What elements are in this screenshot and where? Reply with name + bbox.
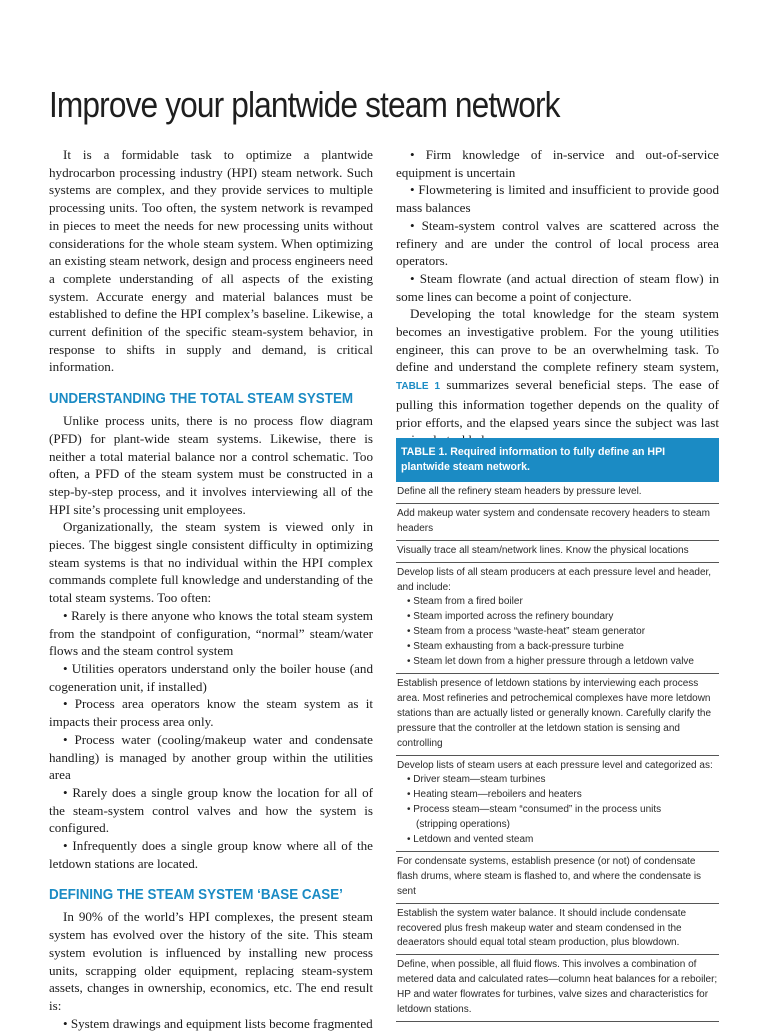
- paragraph: It is a formidable task to optimize a plantwide hydrocarbon processing industry (HPI) steam network. Such systems are complex, and they provide services to multiple processing units. Too often, the system network is revamped in pieces to meet the needs for new processing units without considerations for the whole steam system. When optimizing an existing steam network, design and process engineers need a complete understanding of all aspects of the existing system. Accurate energy and material balances must be established to define the HPI complex’s baseline. Likewise, a current definition of the specific steam-system behavior, in response to shifts in supply and demand, is critical information.: [49, 147, 373, 375]
- list-item: • Process steam—steam “consumed” in the process units: [407, 803, 718, 818]
- paragraph: Unlike process units, there is no process flow diagram (PFD) for plant-wide steam systems. Likewise, there is neither a total material balance nor a control schematic. Too often, a PFD of the steam system must be constructed in a step-by-step process, and it involves interviewing all of the HPI site’s processing unit employees.: [49, 413, 373, 517]
- page-title: Improve your plantwide steam network: [49, 84, 560, 125]
- table-row-list: [397, 595, 718, 670]
- table-row-text: Develop lists of all steam producers at each pressure level and header, and include:: [397, 566, 712, 593]
- table-row: Add makeup water system and condensate recovery headers to steam headers: [396, 504, 719, 541]
- table-row: Establish the system water balance. It should include condensate recovered plus fresh makeup water and steam condensed in the deaerators should equal total steam production, plus blowdown.: [396, 904, 719, 956]
- bullet-item: • Process area operators know the steam system as it impacts their process area only.: [49, 696, 373, 730]
- table-row: [396, 756, 719, 852]
- bullet-item: • Steam-system control valves are scattered across the refinery and are under the control of local process area operators.: [396, 217, 719, 269]
- left-column: [49, 146, 373, 1032]
- bullet-item: • Firm knowledge of in-service and out-of-service equipment is uncertain: [396, 147, 719, 180]
- table-row-list: [397, 773, 718, 848]
- list-item: • Steam from a process “waste-heat” steam generator: [407, 625, 718, 640]
- bullet-item: • Process water (cooling/makeup water and condensate handling) is managed by another group within the utilities area: [49, 731, 373, 783]
- list-item: • Steam imported across the refinery boundary: [407, 610, 718, 625]
- table-row: Define all the refinery steam headers by pressure level.: [396, 482, 719, 504]
- list-item: • Steam let down from a higher pressure through a letdown valve: [407, 655, 718, 670]
- list-item: • Steam exhausting from a back-pressure turbine: [407, 640, 718, 655]
- table-row-text: Develop lists of steam users at each pressure level and categorized as:: [397, 759, 713, 771]
- table-heading: TABLE 1. Required information to fully define an HPI plantwide steam network.: [396, 438, 719, 482]
- list-item: • Driver steam—steam turbines: [407, 773, 718, 788]
- table-row: [396, 563, 719, 674]
- table-reference: TABLE 1: [396, 381, 441, 393]
- section-heading: UNDERSTANDING THE TOTAL STEAM SYSTEM: [49, 391, 354, 408]
- table-1: [396, 438, 719, 1022]
- bullet-item: • Flowmetering is limited and insufficient to provide good mass balances: [396, 182, 719, 216]
- paragraph: Organizationally, the steam system is viewed only in pieces. The biggest single consistent difficulty in optimizing steam systems is that no individual within the HPI complex commands complete full knowledge and understanding of the total steam systems. Too often:: [49, 519, 373, 606]
- list-item: • Heating steam—reboilers and heaters: [407, 788, 718, 803]
- table-row: Establish presence of letdown stations by interviewing each process area. Most refineries and petrochemical complexes have more letdown stations than are actually listed or generally known. Carefully clarify the pressure that the controller at the letdown station is sensing and controlling: [396, 674, 719, 756]
- bullet-item: • Steam flowrate (and actual direction of steam flow) in some lines can become a point of conjecture.: [396, 270, 719, 304]
- list-item: • Letdown and vented steam: [407, 833, 718, 848]
- paragraph-text: Developing the total knowledge for the steam system becomes an investigative problem. For the young utilities engineer, this can prove to be an overwhelming task. To define and understand the complete refinery steam system,: [396, 306, 719, 375]
- bullet-item: • Rarely does a single group know the location for all of the steam-system control valves and how the system is configured.: [49, 784, 373, 836]
- bullet-item: • Infrequently does a single group know where all of the letdown stations are located.: [49, 838, 373, 871]
- list-item-continuation: (stripping operations): [416, 819, 510, 831]
- right-column: [396, 146, 719, 449]
- table-row: Visually trace all steam/network lines. Know the physical locations: [396, 541, 719, 563]
- section-heading: DEFINING THE STEAM SYSTEM ‘BASE CASE’: [49, 887, 343, 904]
- paragraph-text: summarizes several beneficial steps. The ease of pulling this information together depends on the quality of prior efforts, and the elapsed years since the subject was last: [396, 377, 719, 430]
- bullet-item: • Utilities operators understand only the boiler house (and cogeneration unit, if installed): [49, 660, 373, 694]
- list-item: • Steam from a fired boiler: [407, 595, 718, 610]
- table-row: For condensate systems, establish presence (or not) of condensate flash drums, where steam is flashed to, and where the condensate is sent: [396, 852, 719, 904]
- table-row: Define, when possible, all fluid flows. This involves a combination of metered data and calculated rates—column heat balances for a reboiler; HP and water flowrates for turbines, valve sizes and characteristics for letdown stations.: [396, 955, 719, 1022]
- bullet-item: • System drawings and equipment lists become fragmented: [63, 1015, 373, 1031]
- paragraph: [396, 305, 719, 449]
- paragraph: In 90% of the world’s HPI complexes, the present steam system has evolved over the history of the site. This steam system evolution is influenced by installing new process units, scrapping older equipment, replacing steam-system assets, changes in ownership, economics, etc. The end result is:: [49, 909, 373, 1013]
- bullet-item: • Rarely is there anyone who knows the total steam system from the standpoint of configuration, “normal” steam/water flows and the steam control system: [49, 607, 373, 659]
